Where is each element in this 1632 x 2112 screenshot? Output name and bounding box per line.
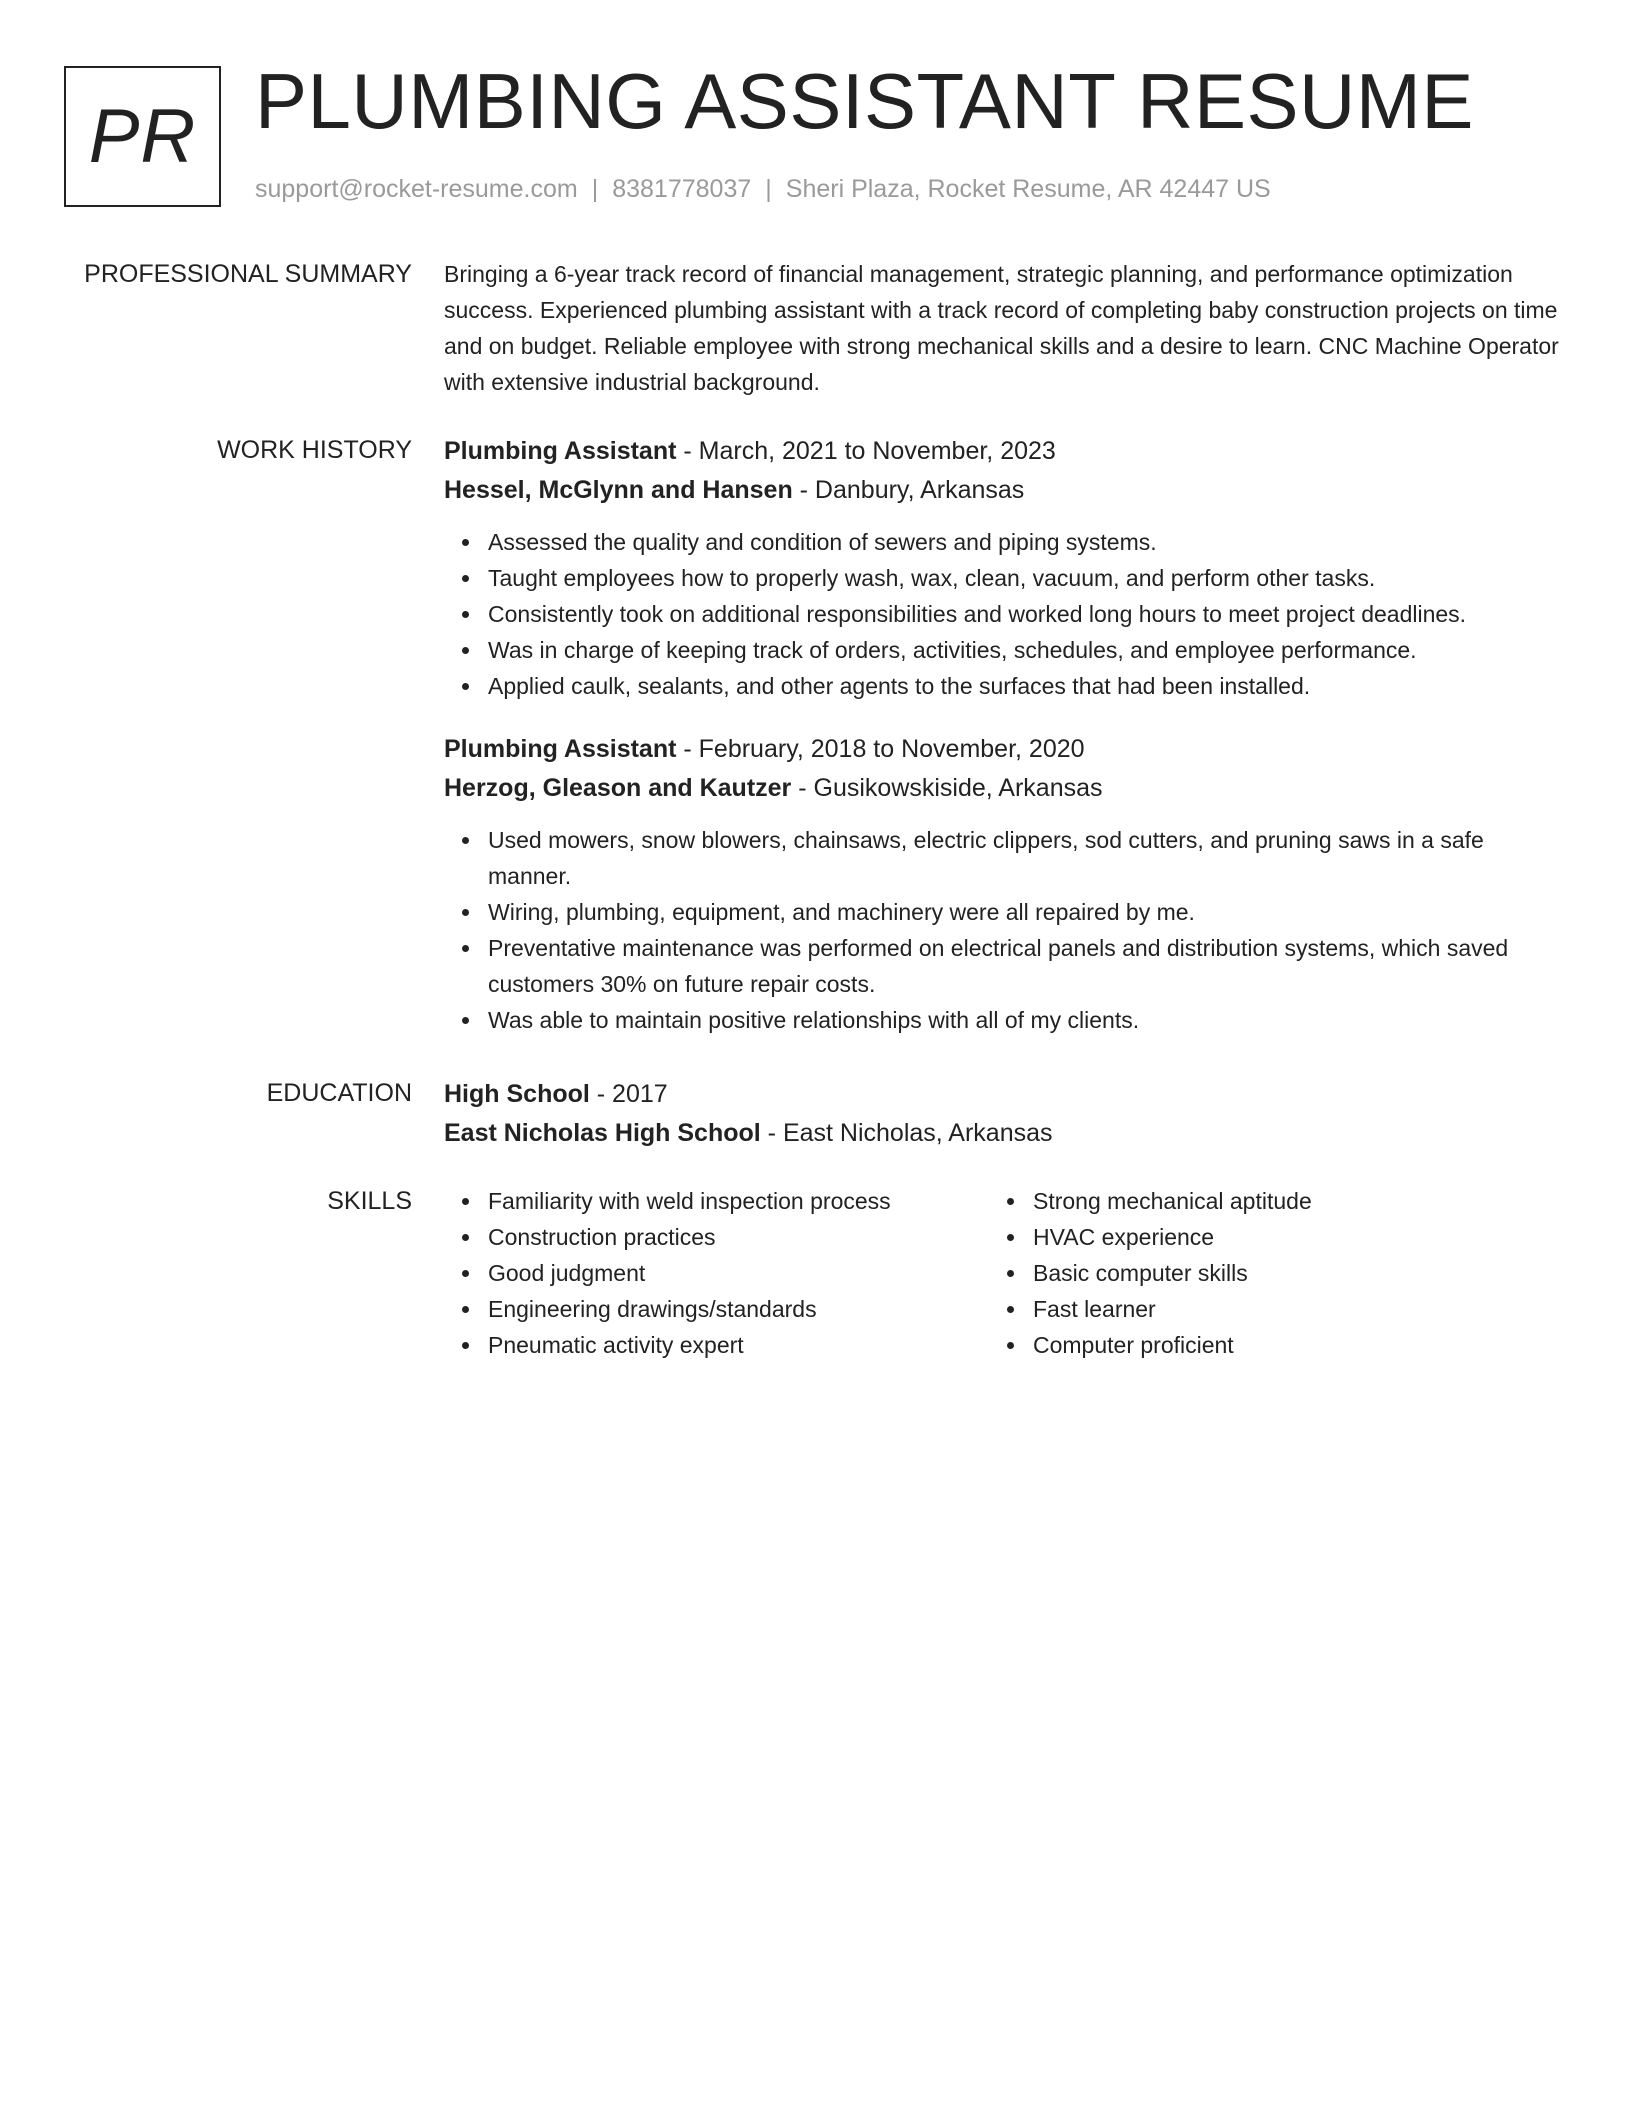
skills-column-right (989, 1183, 1534, 1363)
skills-column-left (444, 1183, 989, 1363)
skills-heading: SKILLS (327, 1187, 412, 1215)
job-entry (444, 730, 1564, 1038)
education-school: East Nicholas High School (444, 1119, 761, 1147)
job-bullet: Taught employees how to properly wash, wax, clean, vacuum, and perform other tasks. (488, 560, 1564, 596)
skills-list (444, 1183, 989, 1363)
monogram-box (64, 66, 221, 207)
skill-item: Basic computer skills (1033, 1255, 1534, 1291)
skill-item: Pneumatic activity expert (488, 1327, 989, 1363)
skill-item: HVAC experience (1033, 1219, 1534, 1255)
contact-line (255, 172, 1271, 206)
job-company-line (444, 769, 1564, 808)
education-school-line (444, 1114, 1564, 1153)
job-bullet: Preventative maintenance was performed on electrical panels and distribution systems, which saved customers 30% on future repair costs. (488, 930, 1564, 1002)
job-bullet: Wiring, plumbing, equipment, and machinery were all repaired by me. (488, 894, 1564, 930)
job-bullet-list (444, 822, 1564, 1038)
job-bullet: Consistently took on additional responsibilities and worked long hours to meet project deadlines. (488, 596, 1564, 632)
job-bullet: Was able to maintain positive relationships with all of my clients. (488, 1002, 1564, 1038)
contact-phone: 8381778037 (612, 175, 752, 203)
skills-body (444, 1183, 1564, 1363)
skill-item: Construction practices (488, 1219, 989, 1255)
contact-separator: | (765, 175, 772, 203)
skill-item: Engineering drawings/standards (488, 1291, 989, 1327)
education-degree-line (444, 1075, 1564, 1114)
job-dates: - March, 2021 to November, 2023 (676, 437, 1056, 465)
monogram-initials: PR (88, 94, 197, 179)
education-degree: High School (444, 1080, 590, 1108)
skill-item: Computer proficient (1033, 1327, 1534, 1363)
skills-list (989, 1183, 1534, 1363)
job-title: Plumbing Assistant (444, 735, 677, 763)
summary-text: Bringing a 6-year track record of financial management, strategic planning, and performance optimization success. Experienced plumbing assistant with a track record of completing baby construction projects on time and on budget. Reliable employee with strong mechanical skills and a desire to learn. CNC Machine Operator with extensive industrial background. (444, 261, 1559, 395)
job-bullet: Was in charge of keeping track of orders, activities, schedules, and employee performance. (488, 632, 1564, 668)
job-title: Plumbing Assistant (444, 437, 677, 465)
job-location: - Danbury, Arkansas (792, 476, 1025, 504)
job-location: - Gusikowskiside, Arkansas (791, 774, 1103, 802)
work-history-heading: WORK HISTORY (217, 436, 412, 464)
job-bullet: Used mowers, snow blowers, chainsaws, electric clippers, sod cutters, and pruning saws in a safe manner. (488, 822, 1564, 894)
job-bullet: Applied caulk, sealants, and other agents to the surfaces that had been installed. (488, 668, 1564, 704)
contact-email: support@rocket-resume.com (255, 175, 578, 203)
job-bullet-list (444, 524, 1564, 704)
contact-separator: | (591, 175, 599, 203)
skill-item: Fast learner (1033, 1291, 1534, 1327)
job-bullet: Assessed the quality and condition of sewers and piping systems. (488, 524, 1564, 560)
education-year: - 2017 (589, 1080, 668, 1108)
resume-title: PLUMBING ASSISTANT RESUME (255, 57, 1474, 145)
summary-body (444, 256, 1564, 400)
job-company: Hessel, McGlynn and Hansen (444, 476, 793, 504)
contact-address: Sheri Plaza, Rocket Resume, AR 42447 US (785, 175, 1271, 203)
education-body (444, 1075, 1564, 1153)
job-title-line (444, 432, 1564, 471)
skill-item: Familiarity with weld inspection process (488, 1183, 989, 1219)
education-location: - East Nicholas, Arkansas (760, 1119, 1053, 1147)
job-entry (444, 432, 1564, 704)
skill-item: Good judgment (488, 1255, 989, 1291)
job-title-line (444, 730, 1564, 769)
skills-columns (444, 1183, 1564, 1363)
summary-heading: PROFESSIONAL SUMMARY (84, 260, 412, 288)
work-history-body (444, 432, 1564, 1038)
skill-item: Strong mechanical aptitude (1033, 1183, 1534, 1219)
job-company-line (444, 471, 1564, 510)
job-company: Herzog, Gleason and Kautzer (444, 774, 792, 802)
job-dates: - February, 2018 to November, 2020 (676, 735, 1085, 763)
education-heading: EDUCATION (266, 1079, 412, 1107)
